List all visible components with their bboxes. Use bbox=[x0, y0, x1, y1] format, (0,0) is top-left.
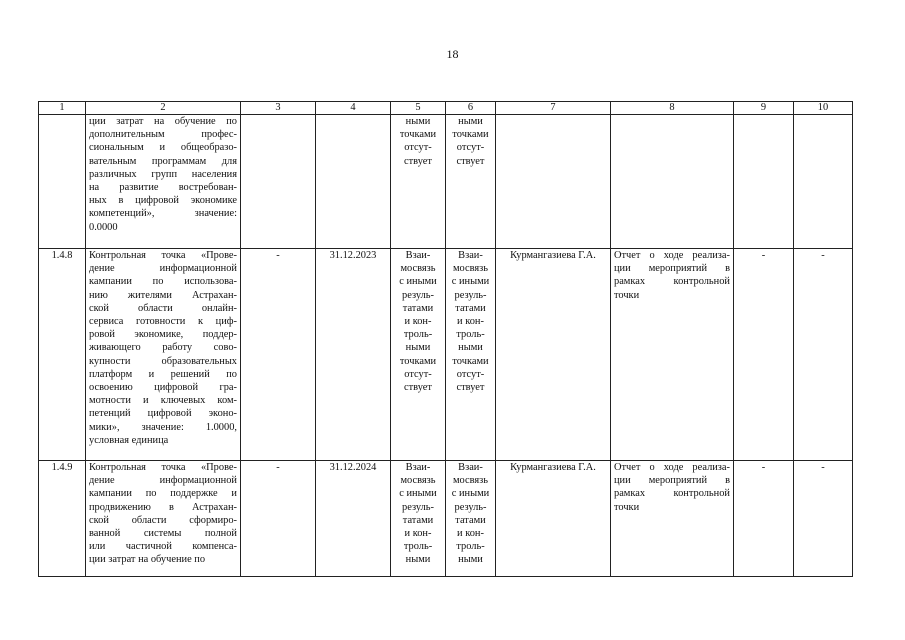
cell-line: точками bbox=[399, 355, 437, 367]
cell-line: рамках контрольной bbox=[614, 276, 730, 288]
cell-line: точками bbox=[399, 129, 437, 141]
row-description bbox=[86, 115, 241, 249]
cell-line: дение информационной bbox=[89, 475, 237, 487]
cell-line: ными bbox=[458, 554, 483, 566]
cell-line: резуль- bbox=[454, 501, 487, 513]
row-responsible: Курмангазиева Г.А. bbox=[496, 249, 611, 461]
row-col3 bbox=[241, 115, 316, 249]
cell-line: ствует bbox=[404, 155, 432, 167]
row-number bbox=[39, 115, 86, 249]
row-description bbox=[86, 461, 241, 577]
cell-line: петенций цифровой эконо- bbox=[89, 408, 237, 420]
row-col9 bbox=[734, 115, 794, 249]
row-relation-results bbox=[391, 461, 446, 577]
plan-table bbox=[38, 101, 853, 577]
column-header-2: 2 bbox=[86, 102, 241, 115]
cell-line: ской области сформиро- bbox=[89, 514, 237, 526]
row-col3: - bbox=[241, 249, 316, 461]
cell-line: точками bbox=[452, 355, 489, 367]
cell-line: условная единица bbox=[89, 434, 169, 446]
cell-line: ции затрат на обучение по bbox=[89, 116, 237, 127]
cell-line: ции мероприятий в bbox=[614, 475, 730, 487]
cell-line: вательным программам для bbox=[89, 155, 237, 167]
row-document bbox=[611, 249, 734, 461]
row-col3: - bbox=[241, 461, 316, 577]
cell-line: ствует bbox=[456, 155, 485, 167]
cell-line: мосвязь bbox=[452, 475, 489, 487]
cell-line: ванной системы полной bbox=[89, 528, 237, 540]
cell-line: ции затрат на обучение по bbox=[89, 554, 206, 566]
table-row bbox=[39, 115, 853, 249]
cell-line: резуль- bbox=[454, 289, 487, 301]
row-number: 1.4.8 bbox=[39, 249, 86, 461]
cell-line: ных в цифровой экономике bbox=[89, 195, 237, 207]
cell-line: ными bbox=[458, 116, 483, 127]
cell-line: сервиса готовности к циф- bbox=[89, 316, 237, 328]
cell-line: кампании по использова- bbox=[89, 276, 237, 288]
row-document bbox=[611, 461, 734, 577]
table-body bbox=[39, 115, 853, 577]
cell-line: дение информационной bbox=[89, 263, 237, 275]
cell-line: купности образовательных bbox=[89, 355, 237, 367]
cell-line: и кон- bbox=[404, 316, 432, 328]
row-date: 31.12.2024 bbox=[316, 461, 391, 577]
cell-line: троль- bbox=[403, 329, 433, 341]
column-header-8: 8 bbox=[611, 102, 734, 115]
cell-line: Отчет о ходе реализа- bbox=[614, 462, 730, 473]
cell-line: ными bbox=[405, 342, 431, 354]
row-date bbox=[316, 115, 391, 249]
cell-line: с иными bbox=[451, 276, 490, 288]
cell-line: освоению цифровой гра- bbox=[89, 382, 237, 394]
cell-line: Контрольная точка «Прове- bbox=[89, 462, 237, 473]
row-col10: - bbox=[794, 249, 853, 461]
table-row bbox=[39, 461, 853, 577]
header-row bbox=[39, 102, 853, 115]
cell-line: ствует bbox=[456, 382, 485, 394]
page-number: 18 bbox=[446, 47, 459, 61]
cell-line: резуль- bbox=[402, 289, 434, 301]
cell-line: и кон- bbox=[457, 316, 484, 328]
cell-line: троль- bbox=[456, 329, 485, 341]
cell-line: мики», значение: 1.0000, bbox=[89, 421, 237, 433]
column-header-1: 1 bbox=[39, 102, 86, 115]
row-responsible: Курмангазиева Г.А. bbox=[496, 461, 611, 577]
cell-line: ными bbox=[458, 342, 483, 354]
cell-line: татами bbox=[455, 302, 486, 314]
cell-line: татами bbox=[402, 514, 434, 526]
column-header-7: 7 bbox=[496, 102, 611, 115]
cell-line: рамках контрольной bbox=[614, 488, 730, 500]
cell-line: живающего работу сово- bbox=[89, 342, 237, 354]
row-document bbox=[611, 115, 734, 249]
column-header-6: 6 bbox=[446, 102, 496, 115]
cell-line: отсут- bbox=[456, 368, 485, 380]
column-header-10: 10 bbox=[794, 102, 853, 115]
cell-line: мосвязь bbox=[452, 263, 489, 275]
cell-line: продвижению в Астрахан- bbox=[89, 501, 237, 513]
cell-line: Взаи- bbox=[458, 250, 483, 261]
cell-line: Контрольная точка «Прове- bbox=[89, 250, 237, 261]
cell-line: мосвязь bbox=[400, 475, 436, 487]
row-col10 bbox=[794, 115, 853, 249]
row-relation-points bbox=[446, 115, 496, 249]
row-col9: - bbox=[734, 249, 794, 461]
cell-line: с иными bbox=[399, 276, 437, 288]
row-date: 31.12.2023 bbox=[316, 249, 391, 461]
cell-line: точками bbox=[452, 129, 489, 141]
cell-line: Взаи- bbox=[458, 462, 483, 473]
cell-line: точки bbox=[614, 501, 640, 513]
cell-line: резуль- bbox=[402, 501, 434, 513]
cell-line: отсут- bbox=[404, 142, 432, 154]
row-responsible bbox=[496, 115, 611, 249]
cell-line: ровой экономике, поддер- bbox=[89, 329, 237, 341]
column-header-4: 4 bbox=[316, 102, 391, 115]
cell-line: на развитие востребован- bbox=[89, 182, 237, 194]
column-header-5: 5 bbox=[391, 102, 446, 115]
cell-line: или частичной компенса- bbox=[89, 541, 237, 553]
cell-line: нию жителями Астрахан- bbox=[89, 289, 237, 301]
cell-line: различных групп населения bbox=[89, 168, 237, 180]
cell-line: ными bbox=[405, 116, 431, 127]
row-relation-results bbox=[391, 249, 446, 461]
cell-line: кампании по поддержке и bbox=[89, 488, 237, 500]
row-number: 1.4.9 bbox=[39, 461, 86, 577]
table-row bbox=[39, 249, 853, 461]
row-col10: - bbox=[794, 461, 853, 577]
cell-line: и кон- bbox=[457, 528, 484, 540]
cell-line: мотности и ключевых ком- bbox=[89, 395, 237, 407]
cell-line: татами bbox=[455, 514, 486, 526]
cell-line: ции мероприятий в bbox=[614, 263, 730, 275]
cell-line: ствует bbox=[404, 382, 432, 394]
cell-line: и кон- bbox=[404, 528, 432, 540]
cell-line: с иными bbox=[399, 488, 437, 500]
cell-line: троль- bbox=[403, 541, 433, 553]
cell-line: отсут- bbox=[404, 368, 432, 380]
cell-line: компетенций», значение: bbox=[89, 208, 237, 220]
cell-line: отсут- bbox=[456, 142, 485, 154]
cell-line: Взаи- bbox=[405, 250, 431, 261]
row-relation-points bbox=[446, 461, 496, 577]
cell-line: с иными bbox=[451, 488, 490, 500]
row-relation-points bbox=[446, 249, 496, 461]
cell-line: мосвязь bbox=[400, 263, 436, 275]
cell-line: троль- bbox=[456, 541, 485, 553]
row-description bbox=[86, 249, 241, 461]
cell-line: татами bbox=[402, 302, 434, 314]
cell-line: дополнительным профес- bbox=[89, 129, 237, 141]
row-col9: - bbox=[734, 461, 794, 577]
cell-line: Отчет о ходе реализа- bbox=[614, 250, 730, 261]
column-header-3: 3 bbox=[241, 102, 316, 115]
row-relation-results bbox=[391, 115, 446, 249]
cell-line: ными bbox=[405, 554, 431, 566]
cell-line: сиональным и общеобразо- bbox=[89, 142, 237, 154]
cell-line: платформ и решений по bbox=[89, 368, 237, 380]
cell-line: 0.0000 bbox=[89, 221, 118, 233]
cell-line: ской области онлайн- bbox=[89, 302, 237, 314]
column-header-9: 9 bbox=[734, 102, 794, 115]
cell-line: точки bbox=[614, 289, 640, 301]
cell-line: Взаи- bbox=[405, 462, 431, 473]
